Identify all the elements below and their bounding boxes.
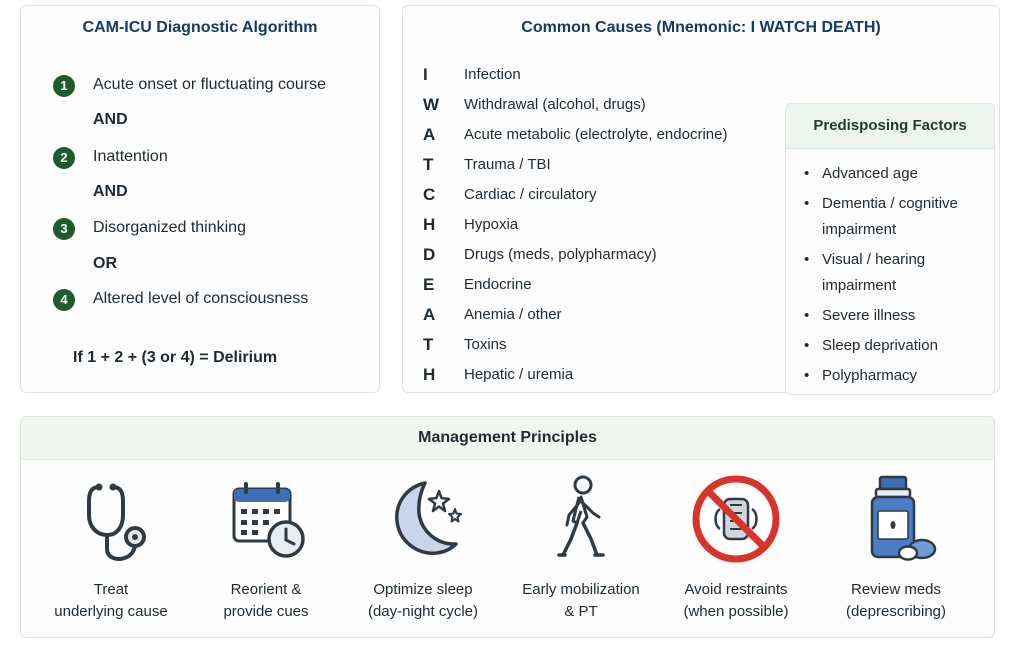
stethoscope-icon [61, 469, 161, 569]
step-text-3: Disorganized thinking [93, 219, 246, 236]
cause-text: Anemia / other [464, 306, 562, 323]
step-badge-4: 4 [53, 289, 75, 311]
management-label-line2: & PT [564, 603, 598, 620]
factor-bullet: • [804, 367, 810, 384]
management-item-restraints [656, 469, 816, 623]
management-item-reorient [186, 469, 346, 623]
cam-icu-panel [20, 5, 380, 393]
management-label-line1: Review meds [850, 581, 942, 598]
factor-bullet: • [804, 307, 810, 324]
factor-bullet: • [804, 165, 810, 182]
cause-letter: A [423, 305, 436, 324]
predisposing-factors-box [785, 103, 995, 395]
cause-letter: C [423, 185, 436, 204]
management-label-line1: Optimize sleep [373, 581, 473, 598]
management-title: Management Principles [21, 417, 994, 460]
management-label-line2: (day-night cycle) [367, 603, 479, 620]
cause-text: Hepatic / uremia [464, 366, 574, 383]
management-label-line1: Avoid restraints [684, 581, 788, 598]
management-panel [20, 416, 995, 638]
step-text-4: Altered level of consciousness [93, 290, 309, 307]
factor-text: Polypharmacy [822, 367, 918, 384]
cause-text: Drugs (meds, polypharmacy) [464, 246, 657, 263]
cause-letter: H [423, 365, 436, 384]
management-label-line2: underlying cause [54, 603, 168, 620]
cause-letter: T [423, 155, 434, 174]
walking-person-icon [531, 469, 631, 569]
cause-letter: A [423, 125, 436, 144]
diagnosis-rule: If 1 + 2 + (3 or 4) = Delirium [73, 349, 278, 366]
factor-bullet: • [804, 251, 810, 268]
factor-text: Advanced age [822, 165, 918, 182]
cause-text: Cardiac / circulatory [464, 186, 597, 203]
cam-icu-title: CAM-ICU Diagnostic Algorithm [82, 19, 318, 36]
calendar-clock-icon [216, 469, 316, 569]
factor-text: Sleep deprivation [822, 337, 938, 354]
management-item-meds [816, 469, 976, 623]
management-label-line1: Early mobilization [522, 581, 640, 598]
factor-bullet: • [804, 195, 810, 212]
cause-text: Infection [464, 66, 521, 83]
cause-letter: I [423, 65, 428, 84]
cause-text: Hypoxia [464, 216, 519, 233]
cause-letter: E [423, 275, 435, 294]
cause-text: Acute metabolic (electrolyte, endocrine) [464, 126, 728, 143]
management-label-line2: (when possible) [683, 603, 789, 620]
step-text-2: Inattention [93, 148, 168, 165]
medication-bottle-icon [846, 469, 946, 569]
cause-text: Toxins [464, 336, 507, 353]
management-item-treat [31, 469, 191, 623]
management-label-line1: Treat [93, 581, 129, 598]
factor-text: Severe illness [822, 307, 916, 324]
conjunction-and-1: AND [93, 111, 128, 128]
cause-text: Withdrawal (alcohol, drugs) [464, 96, 646, 113]
management-label-line2: (deprescribing) [845, 603, 947, 620]
management-label-line1: Reorient & [230, 581, 302, 598]
management-item-mobilization [501, 469, 661, 623]
step-badge-1: 1 [53, 75, 75, 97]
management-label-line2: provide cues [223, 603, 309, 620]
cause-text: Trauma / TBI [464, 156, 551, 173]
cause-letter: D [423, 245, 436, 264]
factor-text: Visual / hearing impairment [822, 251, 926, 294]
factor-text: Dementia / cognitive impairment [822, 195, 958, 238]
moon-stars-icon [373, 469, 473, 569]
predisposing-factors-title: Predisposing Factors [786, 104, 994, 149]
cause-letter: W [423, 95, 440, 114]
step-text-1: Acute onset or fluctuating course [93, 76, 327, 93]
no-restraints-icon [686, 469, 786, 569]
conjunction-or: OR [93, 255, 117, 272]
management-item-sleep [343, 469, 503, 623]
cause-letter: T [423, 335, 434, 354]
causes-title: Common Causes (Mnemonic: I WATCH DEATH) [521, 19, 881, 36]
cause-letter: H [423, 215, 436, 234]
factor-bullet: • [804, 337, 810, 354]
cause-text: Endocrine [464, 276, 532, 293]
step-badge-3: 3 [53, 218, 75, 240]
step-badge-2: 2 [53, 147, 75, 169]
conjunction-and-2: AND [93, 183, 128, 200]
